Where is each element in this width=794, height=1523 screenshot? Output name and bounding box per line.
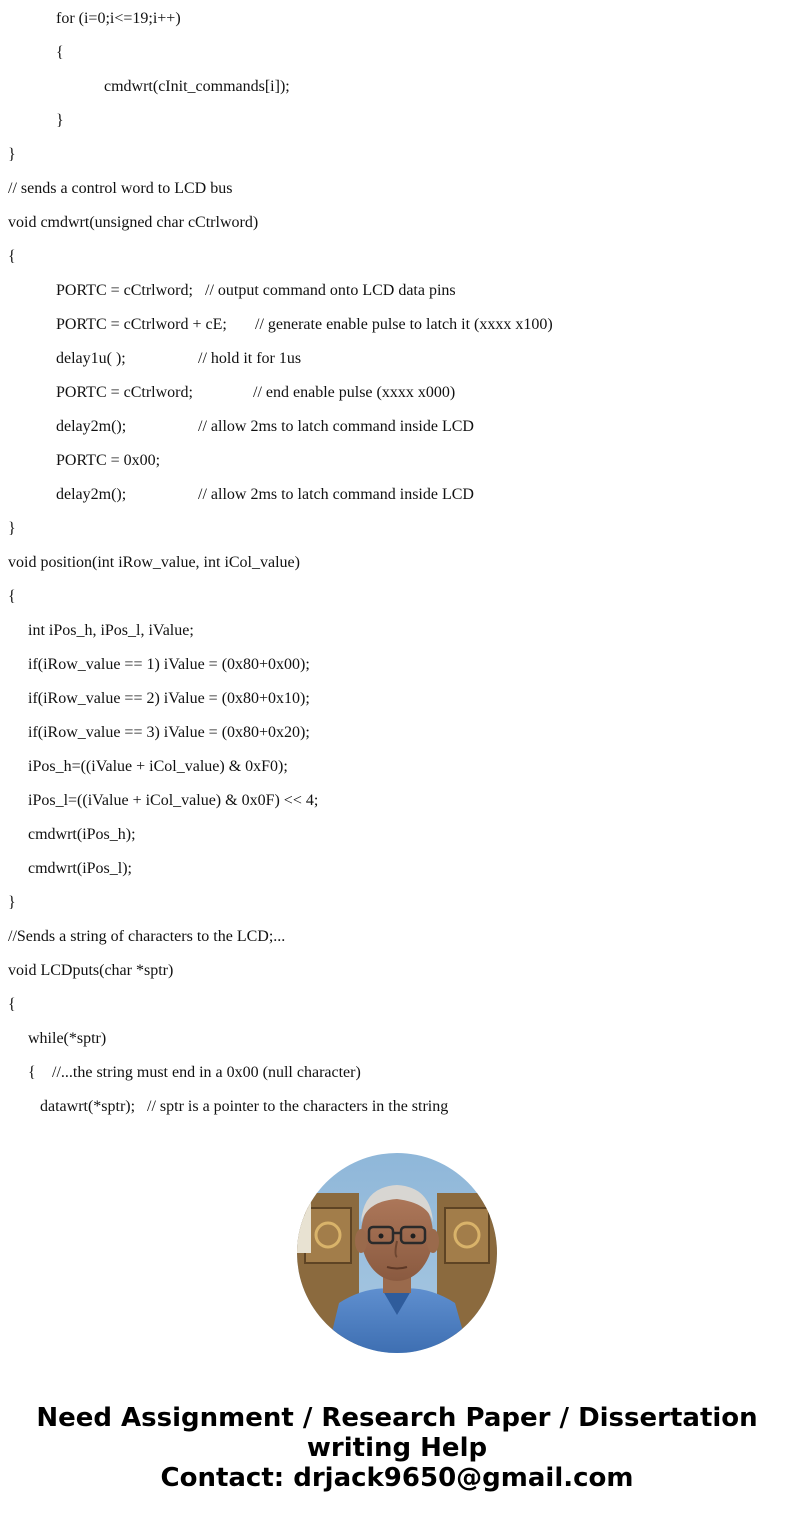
code-statement: } xyxy=(8,146,16,163)
code-statement: PORTC = cCtrlword + cE; xyxy=(56,316,227,333)
code-statement: // sends a control word to LCD bus xyxy=(8,180,233,197)
code-statement: datawrt(*sptr); xyxy=(40,1098,136,1115)
code-statement: delay1u( ); xyxy=(56,350,126,367)
code-line xyxy=(0,1029,794,1049)
code-line xyxy=(0,825,794,845)
code-line xyxy=(0,145,794,165)
code-line xyxy=(0,961,794,981)
code-line xyxy=(0,43,794,63)
code-statement: void LCDputs(char *sptr) xyxy=(8,962,174,979)
code-line xyxy=(0,315,794,335)
footer-line-2: writing Help xyxy=(306,1433,488,1463)
code-comment: // generate enable pulse to latch it (xxxx x100) xyxy=(255,316,553,333)
code-statement: if(iRow_value == 1) iValue = (0x80+0x00); xyxy=(28,656,310,673)
code-line xyxy=(0,281,794,301)
code-statement: } xyxy=(8,520,16,537)
code-line xyxy=(0,77,794,97)
code-line xyxy=(0,485,794,505)
code-line xyxy=(0,1097,794,1117)
code-statement: void position(int iRow_value, int iCol_value) xyxy=(8,554,300,571)
code-comment: // allow 2ms to latch command inside LCD xyxy=(198,418,474,435)
code-line xyxy=(0,519,794,539)
code-statement: iPos_l=((iValue + iCol_value) & 0x0F) << 4; xyxy=(28,792,319,809)
code-comment: // output command onto LCD data pins xyxy=(205,282,456,299)
code-statement: delay2m(); xyxy=(56,418,127,435)
code-line xyxy=(0,1063,794,1083)
code-line xyxy=(0,893,794,913)
footer-contact: Contact: drjack9650@gmail.com xyxy=(160,1463,634,1493)
code-statement: void cmdwrt(unsigned char cCtrlword) xyxy=(8,214,259,231)
code-comment: // allow 2ms to latch command inside LCD xyxy=(198,486,474,503)
code-line xyxy=(0,349,794,369)
code-statement: cmdwrt(iPos_l); xyxy=(28,860,132,877)
code-statement: { xyxy=(8,248,16,265)
code-statement: int iPos_h, iPos_l, iValue; xyxy=(28,622,194,639)
code-line xyxy=(0,859,794,879)
code-statement: iPos_h=((iValue + iCol_value) & 0xF0); xyxy=(28,758,288,775)
code-statement: if(iRow_value == 2) iValue = (0x80+0x10); xyxy=(28,690,310,707)
code-line xyxy=(0,553,794,573)
code-line xyxy=(0,111,794,131)
author-avatar xyxy=(297,1153,497,1353)
code-line xyxy=(0,587,794,607)
code-statement: { xyxy=(56,44,64,61)
code-line xyxy=(0,995,794,1015)
code-line xyxy=(0,655,794,675)
code-statement: } xyxy=(56,112,64,129)
code-line xyxy=(0,417,794,437)
code-statement: cmdwrt(iPos_h); xyxy=(28,826,136,843)
code-statement: PORTC = 0x00; xyxy=(56,452,161,469)
code-line xyxy=(0,757,794,777)
code-line xyxy=(0,689,794,709)
code-line xyxy=(0,179,794,199)
code-statement: { xyxy=(8,996,16,1013)
code-line xyxy=(0,451,794,471)
code-line xyxy=(0,9,794,29)
code-statement: PORTC = cCtrlword; xyxy=(56,282,193,299)
code-line xyxy=(0,383,794,403)
code-comment: // hold it for 1us xyxy=(198,350,302,367)
code-statement: delay2m(); xyxy=(56,486,127,503)
code-statement: //Sends a string of characters to the LCD;... xyxy=(8,928,286,945)
code-statement: } xyxy=(8,894,16,911)
code-line xyxy=(0,927,794,947)
code-statement: cmdwrt(cInit_commands[i]); xyxy=(104,78,290,95)
code-comment: //...the string must end in a 0x00 (null character) xyxy=(52,1064,361,1081)
code-statement: { xyxy=(8,588,16,605)
code-statement: { xyxy=(28,1064,36,1081)
code-statement: for (i=0;i<=19;i++) xyxy=(56,10,181,27)
contact-banner xyxy=(0,1403,794,1493)
code-line xyxy=(0,621,794,641)
code-comment: // end enable pulse (xxxx x000) xyxy=(253,384,456,401)
code-line xyxy=(0,247,794,267)
code-line xyxy=(0,791,794,811)
code-line xyxy=(0,723,794,743)
footer-line-1: Need Assignment / Research Paper / Dissertation xyxy=(36,1403,758,1433)
code-statement: PORTC = cCtrlword; xyxy=(56,384,193,401)
code-statement: if(iRow_value == 3) iValue = (0x80+0x20); xyxy=(28,724,310,741)
code-statement: while(*sptr) xyxy=(28,1030,107,1047)
code-line xyxy=(0,213,794,233)
code-comment: // sptr is a pointer to the characters in the string xyxy=(147,1098,449,1115)
